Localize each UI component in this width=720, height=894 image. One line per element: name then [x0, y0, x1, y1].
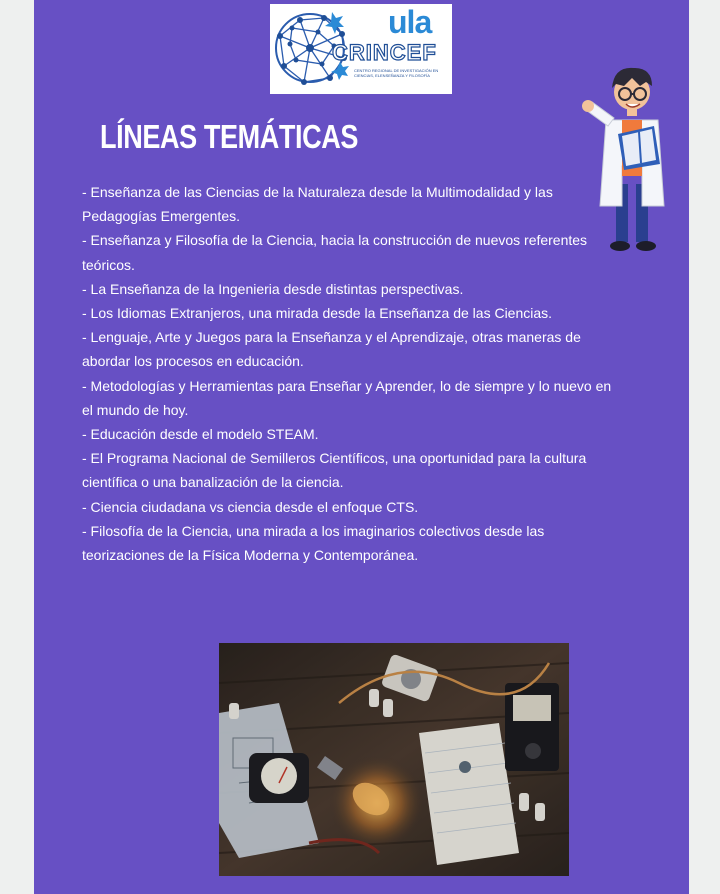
laboratory-photo-art [219, 643, 569, 876]
list-item: - Educación desde el modelo STEAM. [82, 426, 319, 443]
teacher-illustration [582, 56, 682, 256]
list-item: - La Enseñanza de la Ingenieria desde distintas perspectivas. [82, 280, 464, 297]
page-title: LÍNEAS TEMÁTICAS [100, 118, 359, 155]
list-item: - Enseñanza de las Ciencias de la Naturaleza desde la Multimodalidad y las Pedagogías Emergentes. [82, 184, 553, 225]
list-item: - Metodologías y Herramientas para Enseñar y Aprender, lo de siempre y lo nuevo en el mundo de hoy. [82, 377, 612, 418]
list-item: - Los Idiomas Extranjeros, una mirada desde la Enseñanza de las Ciencias. [82, 305, 553, 322]
list-item: - Enseñanza y Filosofía de la Ciencia, hacia la construcción de nuevos referentes teóricos. [82, 232, 588, 273]
list-item: - Lenguaje, Arte y Juegos para la Enseñanza y el Aprendizaje, otras maneras de abordar los procesos en educación. [82, 329, 581, 370]
laboratory-photo [219, 643, 569, 876]
logo-brand: ula [388, 4, 432, 40]
crincef-logo [270, 4, 452, 94]
list-item: - Ciencia ciudadana vs ciencia desde el enfoque CTS. [82, 498, 419, 515]
list-item: - Filosofía de la Ciencia, una mirada a los imaginarios colectivos desde las teorizaciones de la Física Moderna y Contemporánea. [82, 522, 545, 564]
thematic-lines-list [82, 180, 622, 567]
logo-subtitle: CENTRO REGIONAL DE INVESTIGACIÓN EN CIENCIAS, ELENSEÑANZA Y FILOSOFÍA [354, 68, 439, 78]
logo-name: CRINCEF [332, 40, 437, 65]
list-item: - El Programa Nacional de Semilleros Científicos, una oportunidad para la cultura científica o una banalización de la ciencia. [82, 450, 587, 491]
poster [34, 0, 689, 894]
